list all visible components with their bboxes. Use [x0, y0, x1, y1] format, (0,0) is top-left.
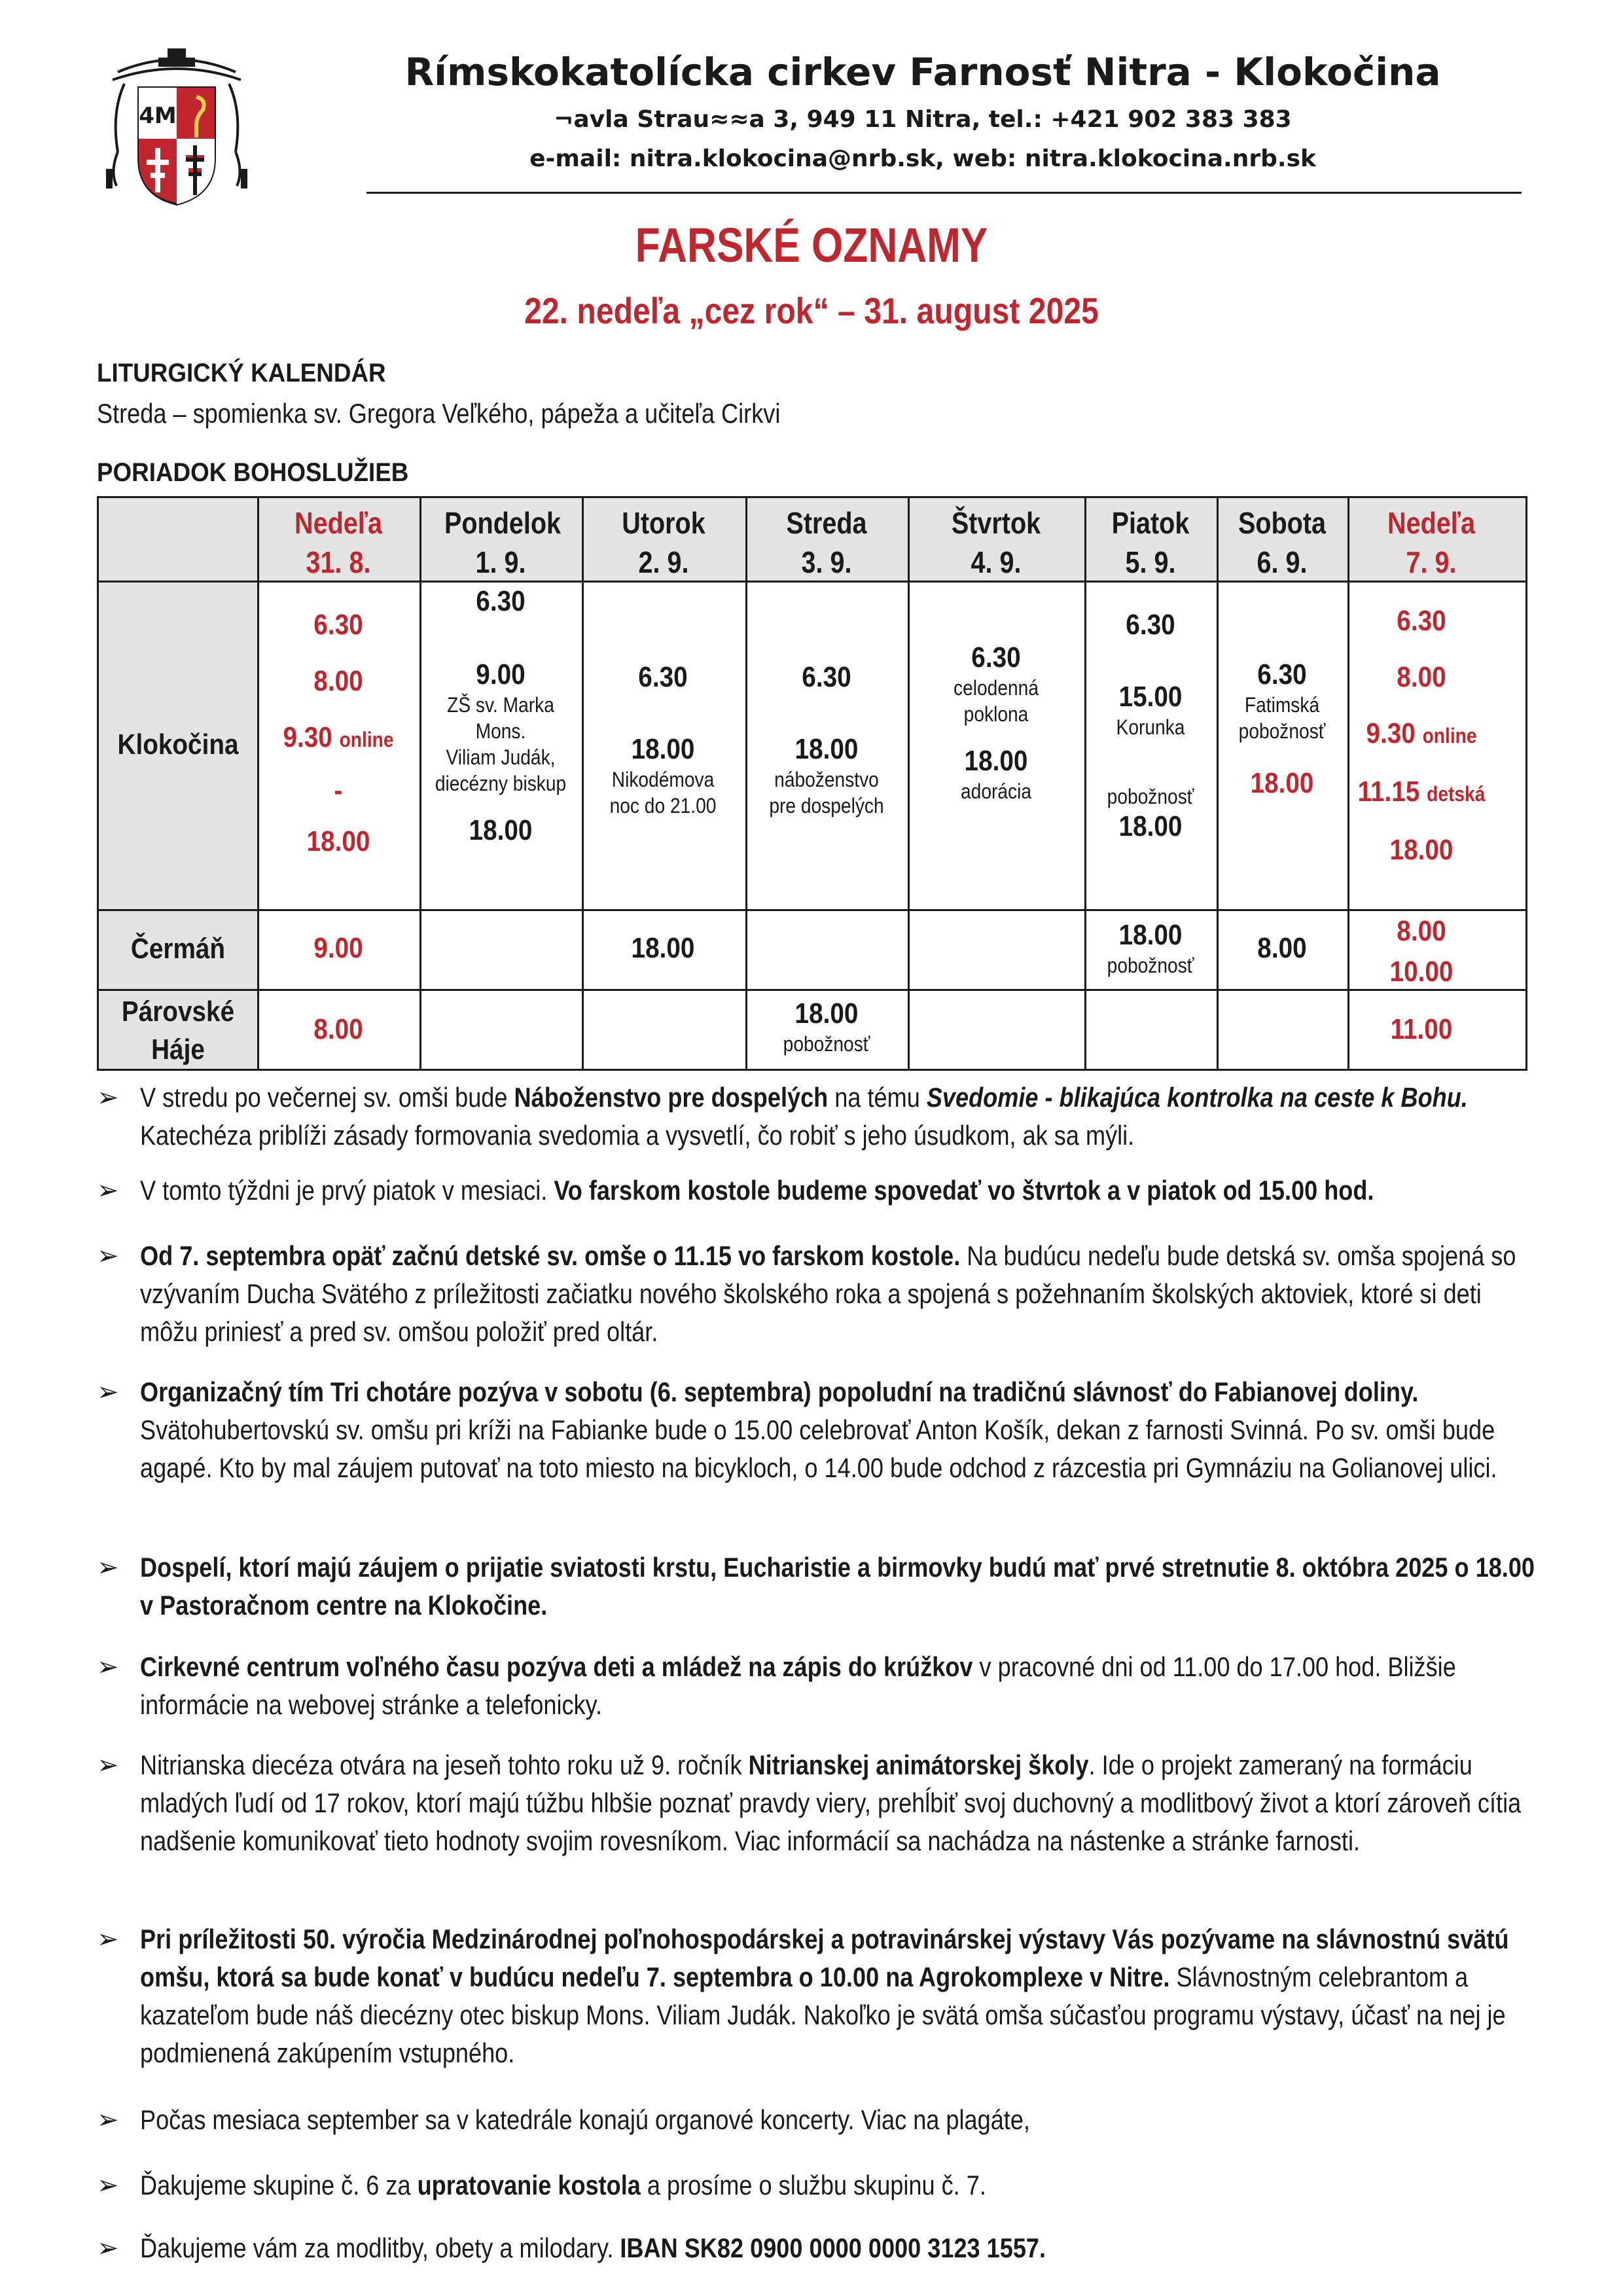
- document-title: FARSKÉ OZNAMY: [635, 218, 988, 272]
- arrow-bullet-icon: ➢: [97, 2171, 119, 2200]
- column-header-mon: Pondelok 1. 9.: [444, 506, 562, 579]
- liturgical-calendar-text: Streda – spomienka sv. Gregora Veľkého, pápeža a učiteľa Cirkvi: [97, 398, 781, 429]
- document-subtitle: 22. nedeľa „cez rok“ – 31. august 2025: [524, 290, 1099, 331]
- cell-cerman-fri: 18.00 pobožnosť: [1107, 919, 1194, 977]
- announcement-item: ➢ Ďakujeme skupine č. 6 za upratovanie kostola a prosíme o službu skupinu č. 7.: [97, 2166, 1543, 2204]
- arrow-bullet-icon: ➢: [97, 1925, 119, 1954]
- row-label-klokocina: Klokočina: [117, 728, 239, 761]
- parish-address: ¬avla Strau≈≈a 3, 949 11 Nitra, tel.: +421 902 383 383: [554, 106, 1292, 133]
- cell-klokocina-sat: 6.30 Fatimská pobožnosť 18.00: [1238, 658, 1326, 799]
- arrow-bullet-icon: ➢: [97, 1083, 119, 1112]
- announcement-item: ➢ Pri príležitosti 50. výročia Medzinárodnej poľnohospodárskej a potravinárskej výstavy Vás pozývame na slávnostnú svätú omšu, ktorá sa bude konať v budúcu nedeľu 7. septembra o 10.00 na Agrokomplexe v Nitre. Slávnostným celebrantom a kazateľom bude náš diecézny otec biskup Mons. Viliam Judák. Nakoľko je svätá omša súčasťou programu výstavy, účasť na nej je podmienená zakúpením vstupného.: [97, 1920, 1543, 2072]
- column-header-fri: Piatok 5. 9.: [1111, 506, 1190, 579]
- column-header-sun2: Nedeľa 7. 9.: [1387, 506, 1475, 579]
- cell-klokocina-sun1: 6.30 8.00 9.30 online - 18.00: [283, 609, 394, 857]
- cell-cerman-sat: 8.00: [1257, 932, 1307, 964]
- cell-parovske-sun2: 11.00: [1390, 1013, 1453, 1045]
- arrow-bullet-icon: ➢: [97, 1553, 119, 1582]
- column-header-thu: Štvrtok 4. 9.: [951, 506, 1041, 579]
- liturgical-calendar-heading: LITURGICKÝ KALENDÁR: [97, 359, 386, 387]
- cell-klokocina-thu: 6.30 celodenná poklona 18.00 adorácia: [954, 641, 1039, 803]
- cell-klokocina-wed: 6.30 18.00 náboženstvo pre dospelých: [769, 661, 884, 817]
- cell-klokocina-mon: 6.30 9.00 ZŠ sv. Marka Mons. Viliam Judák, diecézny biskup 18.00: [435, 585, 567, 846]
- column-header-tue: Utorok 2. 9.: [622, 506, 705, 579]
- crest-monogram: 4M: [139, 103, 177, 129]
- column-header-wed: Streda 3. 9.: [786, 506, 867, 579]
- cell-cerman-sun2: 8.00 10.00: [1389, 915, 1454, 988]
- column-header-sat: Sobota 6. 9.: [1238, 506, 1327, 579]
- cell-klokocina-tue: 6.30 18.00 Nikodémova noc do 21.00: [609, 661, 717, 817]
- arrow-bullet-icon: ➢: [97, 2106, 119, 2134]
- announcement-item: ➢ Počas mesiaca september sa v katedrále konajú organové koncerty. Viac na plagáte,: [97, 2101, 1543, 2139]
- arrow-bullet-icon: ➢: [97, 1653, 119, 1681]
- parish-name: Rímskokatolícka cirkev Farnosť Nitra - Klokočina: [404, 50, 1441, 94]
- announcement-item: ➢ Nitrianska diecéza otvára na jeseň tohto roku už 9. ročník Nitrianskej animátorskej školy. Ide o projekt zameraný na formáciu mladých ľudí od 17 rokov, ktorí majú túžbu hlbšie poznať pravdy viery, prehĺbiť svoj duchovný a modlitbový život a ktorí zároveň cítia nadšenie komunikovať tieto hodnoty svojim rovesníkom. Viac informácií sa nachádza na nástenke a stránke farnosti.: [97, 1746, 1543, 1860]
- cell-parovske-sun1: 8.00: [313, 1013, 363, 1045]
- announcement-item: ➢ V tomto týždni je prvý piatok v mesiaci. Vo farskom kostole budeme spovedať vo štvrtok a v piatok od 15.00 hod.: [97, 1172, 1543, 1210]
- announcement-item: ➢ Ďakujeme vám za modlitby, obety a milodary. IBAN SK82 0900 0000 0000 3123 1557.: [97, 2229, 1543, 2267]
- cell-klokocina-sun2: 6.30 8.00 9.30 online 11.15 detská 18.00: [1357, 605, 1486, 866]
- row-label-cerman: Čermáň: [130, 933, 226, 965]
- announcement-item: ➢ Dospelí, ktorí majú záujem o prijatie sviatosti krstu, Eucharistie a birmovky budú mať prvé stretnutie 8. októbra 2025 o 18.00 v Pastoračnom centre na Klokočine.: [97, 1549, 1543, 1624]
- schedule-heading: PORIADOK BOHOSLUŽIEB: [97, 458, 409, 487]
- mass-schedule-table: [97, 496, 1527, 1071]
- arrow-bullet-icon: ➢: [97, 2234, 119, 2263]
- arrow-bullet-icon: ➢: [97, 1378, 119, 1407]
- arrow-bullet-icon: ➢: [97, 1176, 119, 1205]
- announcement-item: ➢ Od 7. septembra opäť začnú detské sv. omše o 11.15 vo farskom kostole. Na budúcu nedeľu bude detská sv. omša spojená so vzývaním Ducha Svätého z príležitosti začiatku nového školského roka a spojená s požehnaním školských aktoviek, ktoré si deti môžu priniesť a pred sv. omšou položiť pred oltár.: [97, 1237, 1543, 1351]
- arrow-bullet-icon: ➢: [97, 1242, 119, 1270]
- parish-contact: e-mail: nitra.klokocina@nrb.sk, web: nitra.klokocina.nrb.sk: [529, 145, 1316, 172]
- header-divider: [366, 192, 1522, 194]
- announcement-item: ➢ Organizačný tím Tri chotáre pozýva v sobotu (6. septembra) popoludní na tradičnú slávnosť do Fabianovej doliny. Svätohubertovskú sv. omšu pri kríži na Fabianke bude o 15.00 celebrovať Anton Košík, dekan z farnosti Svinná. Po sv. omši bude agapé. Kto by mal záujem putovať na toto miesto na bicykloch, o 14.00 bude odchod z rázcestia pri Gymnáziu na Golianovej ulici.: [97, 1373, 1543, 1487]
- parish-crest-logo: [98, 41, 255, 211]
- announcement-item: ➢ Cirkevné centrum voľného času pozýva deti a mládež na zápis do krúžkov v pracovné dni od 11.00 do 17.00 hod. Bližšie informácie na webovej stránke a telefonicky.: [97, 1648, 1543, 1724]
- row-label-parovske-haje: Párovské Háje: [121, 996, 235, 1066]
- cell-cerman-tue: 18.00: [631, 932, 695, 964]
- cell-cerman-sun1: 9.00: [313, 932, 363, 964]
- announcement-item: ➢ V stredu po večernej sv. omši bude Náboženstvo pre dospelých na tému Svedomie - blikajúca kontrolka na ceste k Bohu. Katechéza priblíži zásady formovania svedomia a vysvetlí, čo robiť s jeho úsudkom, ak sa mýli.: [97, 1079, 1543, 1155]
- cell-klokocina-fri: 6.30 15.00 Korunka pobožnosť 18.00: [1107, 609, 1194, 842]
- arrow-bullet-icon: ➢: [97, 1751, 119, 1780]
- column-header-sun1: Nedeľa 31. 8.: [294, 506, 382, 579]
- cell-parovske-wed: 18.00 pobožnosť: [783, 997, 870, 1056]
